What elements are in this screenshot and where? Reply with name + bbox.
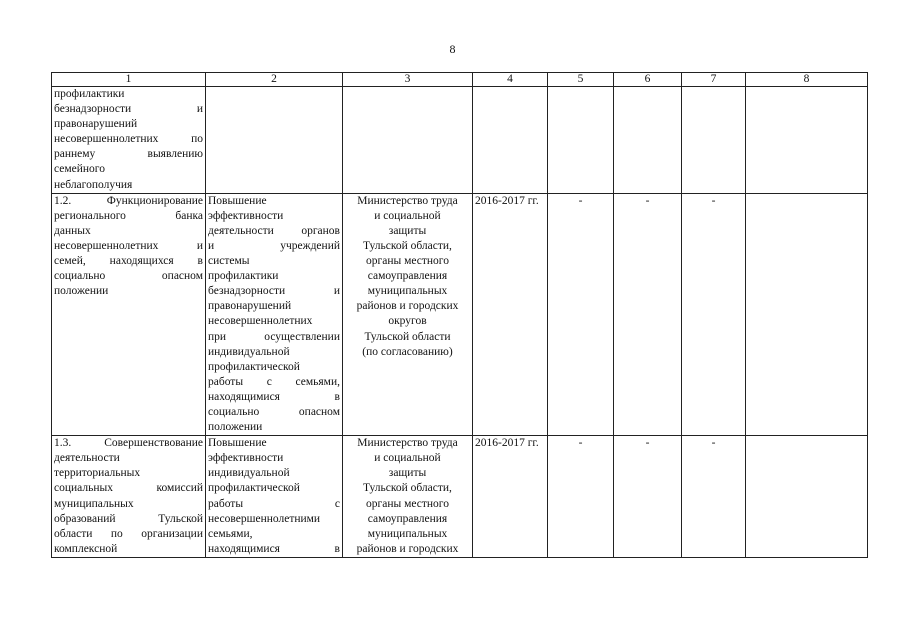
period-cell: 2016-2017 гг.: [473, 436, 548, 558]
header-cell: 2: [206, 73, 343, 87]
cell-line: Тульской области: [364, 330, 451, 343]
cell-line: муниципальных: [367, 527, 448, 540]
header-cell: 7: [682, 73, 746, 87]
measure-cell: [52, 87, 206, 194]
cell-line: индивидуальной: [208, 467, 290, 480]
cell-line: самоуправления: [367, 512, 448, 525]
cell-line: 1.2. Функционирование: [54, 194, 203, 207]
period-cell: 2016-2017 гг.: [473, 193, 548, 436]
cell-line: профилактики: [54, 88, 125, 100]
cell-line: Повышение: [208, 437, 267, 450]
cell-line: органы местного: [366, 255, 449, 268]
header-cell: 4: [473, 73, 548, 87]
table-row: [52, 436, 868, 558]
header-row: [52, 73, 868, 87]
value-cell: [682, 87, 746, 194]
cell-line: образований Тульской: [54, 512, 203, 525]
header-cell: 6: [614, 73, 682, 87]
cell-line: Министерство труда: [357, 194, 458, 207]
note-cell: [746, 193, 868, 436]
cell-line: территориальных: [54, 467, 141, 480]
cell-line: семейного: [54, 163, 105, 176]
cell-line: семей, находящихся в: [54, 255, 203, 268]
cell-line: и социальной: [374, 452, 441, 465]
cell-line: Министерство труда: [357, 437, 458, 450]
cell-line: Тульской области,: [363, 482, 452, 495]
cell-line: раннему выявлению: [54, 148, 203, 161]
cell-line: индивидуальной: [208, 345, 290, 358]
cell-line: округов: [388, 315, 427, 328]
value-cell: -: [614, 436, 682, 558]
cell-line: несовершеннолетних: [208, 315, 313, 328]
cell-line: несовершеннолетних по: [54, 133, 203, 146]
cell-line: положении: [208, 421, 263, 434]
cell-line: несовершеннолетних и: [54, 239, 203, 252]
cell-line: социально опасном: [54, 270, 203, 283]
cell-line: правонарушений: [208, 300, 292, 313]
cell-line: регионального банка: [54, 209, 203, 222]
cell-line: положении: [54, 285, 109, 298]
note-cell: [746, 436, 868, 558]
goal-cell: [206, 87, 343, 194]
cell-line: семьями,: [208, 527, 253, 540]
header-cell: 5: [548, 73, 614, 87]
header-cell: 1: [52, 73, 206, 87]
cell-line: эффективности: [208, 209, 284, 222]
header-cell: 3: [343, 73, 473, 87]
value-cell: [614, 87, 682, 194]
cell-line: комплексной: [54, 542, 118, 555]
cell-line: Тульской области,: [363, 239, 452, 252]
value-cell: -: [614, 193, 682, 436]
cell-line: защиты: [388, 224, 427, 237]
value-cell: -: [548, 193, 614, 436]
cell-line: правонарушений: [54, 118, 138, 131]
executor-cell: [343, 193, 473, 436]
cell-line: самоуправления: [367, 270, 448, 283]
cell-line: профилактики: [208, 270, 279, 283]
executor-cell: [343, 87, 473, 194]
program-table: [51, 72, 868, 558]
period-cell: [473, 87, 548, 194]
executor-cell: [343, 436, 473, 558]
cell-line: районов и городских: [356, 300, 459, 313]
measure-cell: [52, 193, 206, 436]
page-number: 8: [449, 42, 456, 56]
cell-line: системы: [208, 255, 250, 268]
cell-line: муниципальных: [54, 497, 134, 510]
cell-line: защиты: [388, 467, 427, 480]
cell-line: профилактической: [208, 360, 300, 373]
cell-line: профилактической: [208, 482, 300, 495]
value-cell: -: [548, 436, 614, 558]
goal-cell: [206, 193, 343, 436]
table-row: [52, 87, 868, 194]
cell-line: эффективности: [208, 452, 284, 465]
cell-line: деятельности органов: [208, 224, 340, 237]
cell-line: и социальной: [374, 209, 441, 222]
goal-cell: [206, 436, 343, 558]
cell-line: при осуществлении: [208, 330, 340, 343]
cell-line: области по организации: [54, 527, 203, 540]
cell-line: социальных комиссий: [54, 482, 203, 495]
note-cell: [746, 87, 868, 194]
cell-line: находящимися в: [208, 542, 340, 555]
measure-cell: [52, 436, 206, 558]
cell-line: работы с семьями,: [208, 375, 340, 388]
cell-line: 1.3. Совершенствование: [54, 437, 203, 450]
cell-line: социально опасном: [208, 405, 340, 418]
cell-line: Повышение: [208, 194, 267, 207]
cell-line: муниципальных: [367, 285, 448, 298]
cell-line: безнадзорности и: [54, 103, 203, 116]
table-row: [52, 193, 868, 436]
cell-line: находящимися в: [208, 390, 340, 403]
cell-line: (по согласованию): [362, 345, 453, 358]
header-cell: 8: [746, 73, 868, 87]
cell-line: данных: [54, 224, 91, 237]
value-cell: -: [682, 436, 746, 558]
cell-line: работы с: [208, 497, 340, 510]
cell-line: деятельности: [54, 452, 120, 465]
value-cell: [548, 87, 614, 194]
value-cell: -: [682, 193, 746, 436]
cell-line: и учреждений: [208, 239, 340, 252]
cell-line: органы местного: [366, 497, 449, 510]
cell-line: районов и городских: [356, 542, 459, 555]
cell-line: несовершеннолетними: [208, 512, 321, 525]
cell-line: неблагополучия: [54, 178, 133, 191]
cell-line: безнадзорности и: [208, 285, 340, 298]
